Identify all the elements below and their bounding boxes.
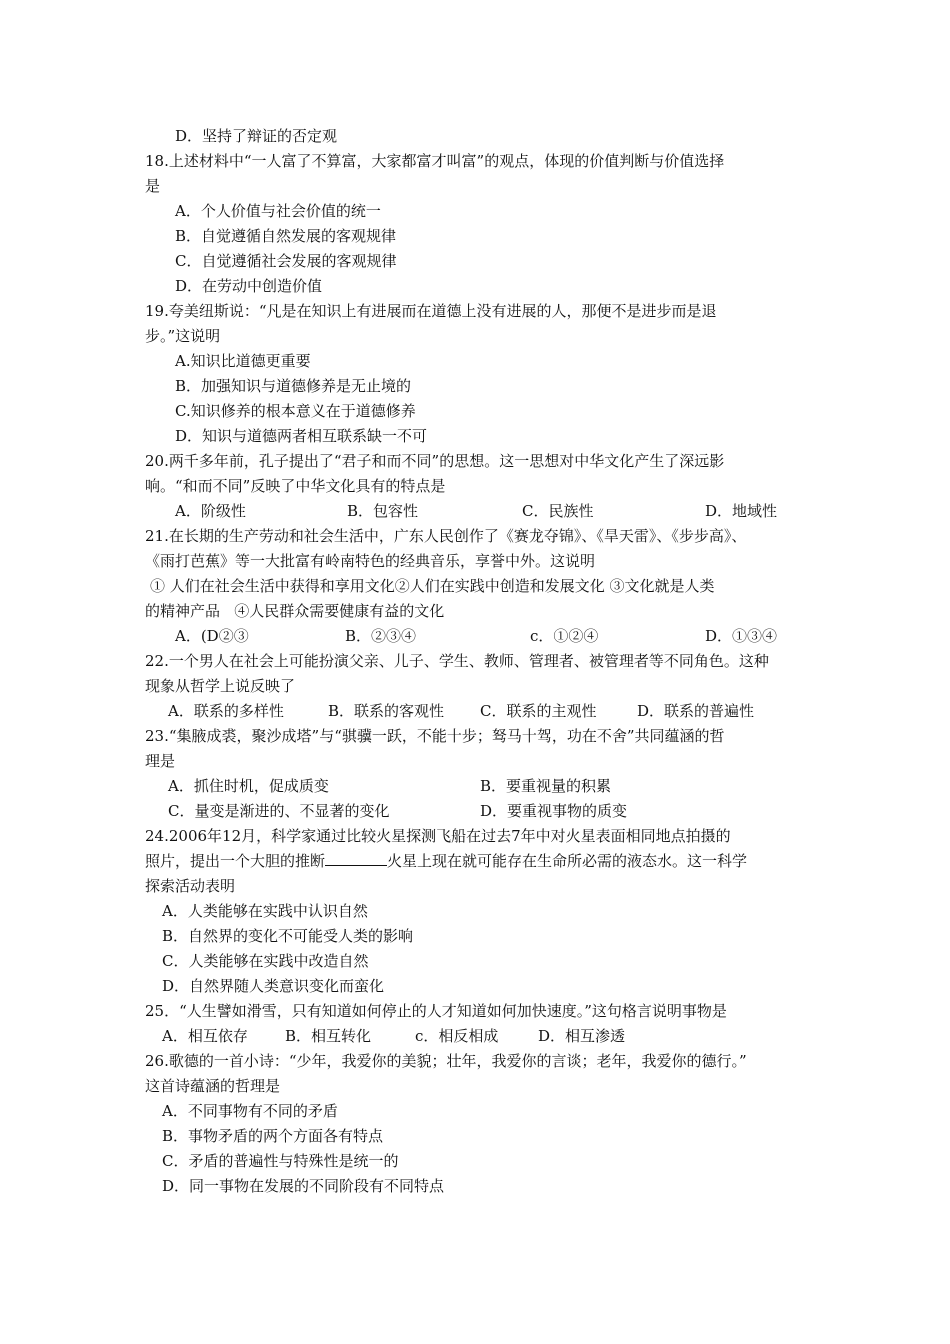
- option-c: C．人类能够在实践中改造自然: [162, 952, 369, 970]
- option-c: c．①②④: [530, 627, 599, 645]
- option-c: C．自觉遵循社会发展的客观规律: [175, 252, 397, 270]
- option-d: D．要重视事物的质变: [480, 802, 628, 820]
- option-a: A．阶级性: [175, 502, 246, 520]
- option-d: D．联系的普遍性: [637, 702, 755, 720]
- option-b: B．自觉遵循自然发展的客观规律: [175, 227, 397, 245]
- option-a: A．相互依存: [162, 1027, 248, 1045]
- statement-list: ① 人们在社会生活中获得和享用文化②人们在实践中创造和发展文化 ③文化就是人类: [150, 577, 715, 595]
- option-c: C．联系的主观性: [480, 702, 597, 720]
- question-stem: 步。”这说明: [145, 327, 221, 345]
- option-d: D．自然界随人类意识变化而蛮化: [162, 977, 385, 995]
- question-stem: 理是: [145, 752, 176, 770]
- option-c: c．相反相成: [415, 1027, 499, 1045]
- option-b: B．②③④: [345, 627, 417, 645]
- question-stem: 是: [145, 177, 161, 195]
- stem-text: 照片，提出一个大胆的推断: [145, 852, 326, 870]
- option-d: D．地域性: [705, 502, 778, 520]
- question-stem: 23.“集腋成裘，聚沙成塔”与“骐骥一跃，不能十步；驽马十驾，功在不舍”共同蕴涵的哲: [145, 727, 725, 745]
- question-stem: 22.一个男人在社会上可能扮演父亲、儿子、学生、教师、管理者、被管理者等不同角色。这种: [145, 652, 769, 670]
- question-stem: 25．“人生譬如滑雪，只有知道如何停止的人才知道如何加快速度。”这句格言说明事物是: [145, 1002, 727, 1020]
- option-d: D．在劳动中创造价值: [175, 277, 323, 295]
- option-d: D．相互渗透: [538, 1027, 626, 1045]
- option-a: A.知识比道德更重要: [175, 352, 311, 370]
- option-a: A．人类能够在实践中认识自然: [162, 902, 368, 920]
- option-d: D．①③④: [705, 627, 778, 645]
- option-a: A．(D②③: [175, 627, 249, 645]
- option-c: C．民族性: [522, 502, 594, 520]
- option-a: A．个人价值与社会价值的统一: [175, 202, 381, 220]
- option-b: B．自然界的变化不可能受人类的影响: [162, 927, 414, 945]
- option-a: A．联系的多样性: [168, 702, 284, 720]
- question-stem: 《雨打芭蕉》等一大批富有岭南特色的经典音乐，享誉中外。这说明: [145, 552, 596, 570]
- option-a: A．抓住时机，促成质变: [168, 777, 329, 795]
- question-stem: 现象从哲学上说反映了: [145, 677, 296, 695]
- question-stem: 探索活动表明: [145, 877, 236, 895]
- option-d: D．知识与道德两者相互联系缺一不可: [175, 427, 428, 445]
- question-stem: 21.在长期的生产劳动和社会生活中，广东人民创作了《赛龙夺锦》、《旱天雷》、《步步高》、: [145, 527, 747, 545]
- question-stem: 24.2006年12月，科学家通过比较火星探测飞船在过去7年中对火星表面相同地点拍摄的: [145, 827, 731, 845]
- option-c: C.知识修养的根本意义在于道德修养: [175, 402, 416, 420]
- question-stem: 19.夸美纽斯说：“凡是在知识上有进展而在道德上没有进展的人，那便不是进步而是退: [145, 302, 717, 320]
- question-stem: [145, 851, 747, 871]
- question-stem: 这首诗蕴涵的哲理是: [145, 1077, 281, 1095]
- option-a: A．不同事物有不同的矛盾: [162, 1102, 338, 1120]
- question-stem: 26.歌德的一首小诗：“少年，我爱你的美貌；壮年，我爱你的言谈；老年，我爱你的德行。”: [145, 1052, 747, 1070]
- option-b: B．加强知识与道德修养是无止境的: [175, 377, 412, 395]
- option-c: C．量变是渐进的、不显著的变化: [168, 802, 390, 820]
- stem-text: 火星上现在就可能存在生命所必需的液态水。这一科学: [387, 852, 748, 870]
- question-stem: 18.上述材料中“一人富了不算富，大家都富才叫富”的观点，体现的价值判断与价值选择: [145, 152, 725, 170]
- option-d: D．同一事物在发展的不同阶段有不同特点: [162, 1177, 445, 1195]
- question-stem: 响。“和而不同”反映了中华文化具有的特点是: [145, 477, 446, 495]
- option-b: B．包容性: [347, 502, 419, 520]
- option-b: B．要重视量的积累: [480, 777, 612, 795]
- answer-blank: [325, 851, 387, 866]
- option-c: C．矛盾的普遍性与特殊性是统一的: [162, 1152, 399, 1170]
- question-stem: 20.两千多年前，孔子提出了“君子和而不同”的思想。这一思想对中华文化产生了深远影: [145, 452, 725, 470]
- option-b: B．联系的客观性: [328, 702, 445, 720]
- option-d: D．坚持了辩证的否定观: [175, 127, 338, 145]
- option-b: B．相互转化: [285, 1027, 372, 1045]
- option-b: B．事物矛盾的两个方面各有特点: [162, 1127, 384, 1145]
- statement-list: 的精神产品 ④人民群众需要健康有益的文化: [145, 602, 445, 620]
